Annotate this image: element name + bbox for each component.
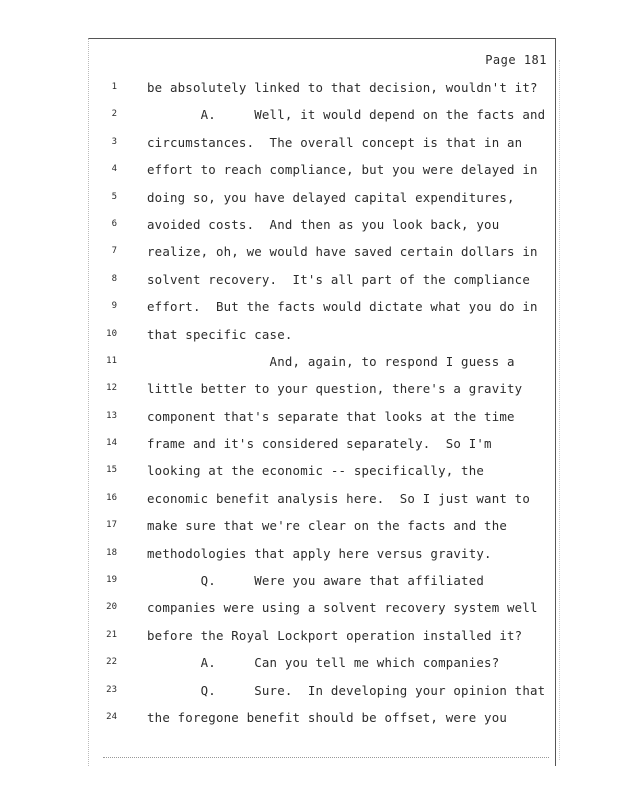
transcript-line <box>89 546 555 573</box>
transcript-page <box>88 38 556 766</box>
transcript-line <box>89 655 555 682</box>
transcript-line <box>89 80 555 107</box>
line-text: economic benefit analysis here. So I just want to <box>147 490 530 506</box>
line-number: 12 <box>106 383 117 394</box>
transcript-line <box>89 628 555 655</box>
line-text: methodologies that apply here versus gravity. <box>147 545 492 561</box>
line-text: component that's separate that looks at the time <box>147 408 515 424</box>
line-number: 16 <box>106 492 117 503</box>
line-number: 15 <box>106 465 117 476</box>
line-text: A. Well, it would depend on the facts and <box>147 107 546 123</box>
transcript-line <box>89 327 555 354</box>
line-number: 10 <box>106 328 117 339</box>
right-margin-dots <box>559 60 562 760</box>
page-number: Page 181 <box>485 53 547 67</box>
line-text: effort. But the facts would dictate what you do in <box>147 299 538 315</box>
line-text: A. Can you tell me which companies? <box>147 655 500 671</box>
line-text: frame and it's considered separately. So I'm <box>147 436 492 452</box>
transcript-line <box>89 491 555 518</box>
line-number: 5 <box>111 191 117 202</box>
transcript-line <box>89 217 555 244</box>
transcript-line <box>89 573 555 600</box>
transcript-line <box>89 272 555 299</box>
transcript-line <box>89 244 555 271</box>
line-number: 21 <box>106 629 117 640</box>
transcript-line <box>89 409 555 436</box>
line-number: 6 <box>111 218 117 229</box>
line-text: Q. Were you aware that affiliated <box>147 573 485 589</box>
line-text: And, again, to respond I guess a <box>147 353 515 369</box>
transcript-lines <box>89 80 555 737</box>
line-text: the foregone benefit should be offset, were you <box>147 709 508 725</box>
footer-rule <box>103 757 549 762</box>
line-text: make sure that we're clear on the facts and the <box>147 518 508 534</box>
line-number: 22 <box>106 657 117 668</box>
line-number: 13 <box>106 410 117 421</box>
transcript-line <box>89 354 555 381</box>
line-number: 4 <box>111 164 117 175</box>
line-text: that specific case. <box>147 326 293 342</box>
line-text: companies were using a solvent recovery system well <box>147 600 538 616</box>
line-number: 14 <box>106 438 117 449</box>
transcript-line <box>89 683 555 710</box>
line-number: 3 <box>111 136 117 147</box>
line-number: 11 <box>106 355 117 366</box>
line-number: 19 <box>106 575 117 586</box>
transcript-line <box>89 299 555 326</box>
transcript-line <box>89 190 555 217</box>
transcript-line <box>89 518 555 545</box>
line-text: effort to reach compliance, but you were delayed in <box>147 162 538 178</box>
transcript-line <box>89 162 555 189</box>
line-text: little better to your question, there's a gravity <box>147 381 523 397</box>
line-number: 23 <box>106 684 117 695</box>
transcript-line <box>89 600 555 627</box>
line-text: solvent recovery. It's all part of the compliance <box>147 271 530 287</box>
line-number: 7 <box>111 246 117 257</box>
line-number: 8 <box>111 273 117 284</box>
transcript-line <box>89 135 555 162</box>
line-text: before the Royal Lockport operation installed it? <box>147 627 523 643</box>
line-number: 17 <box>106 520 117 531</box>
line-text: doing so, you have delayed capital expenditures, <box>147 189 515 205</box>
line-text: circumstances. The overall concept is that in an <box>147 134 523 150</box>
line-text: Q. Sure. In developing your opinion that <box>147 682 546 698</box>
line-text: avoided costs. And then as you look back, you <box>147 216 500 232</box>
line-text: be absolutely linked to that decision, wouldn't it? <box>147 80 538 95</box>
line-number: 1 <box>111 82 117 92</box>
line-text: realize, oh, we would have saved certain dollars in <box>147 244 538 260</box>
transcript-line <box>89 463 555 490</box>
transcript-line <box>89 436 555 463</box>
transcript-line <box>89 381 555 408</box>
line-number: 18 <box>106 547 117 558</box>
line-number: 20 <box>106 602 117 613</box>
line-number: 24 <box>106 711 117 722</box>
line-number: 2 <box>111 109 117 120</box>
transcript-line <box>89 107 555 134</box>
transcript-line <box>89 710 555 737</box>
line-number: 9 <box>111 301 117 312</box>
line-text: looking at the economic -- specifically, the <box>147 463 485 479</box>
